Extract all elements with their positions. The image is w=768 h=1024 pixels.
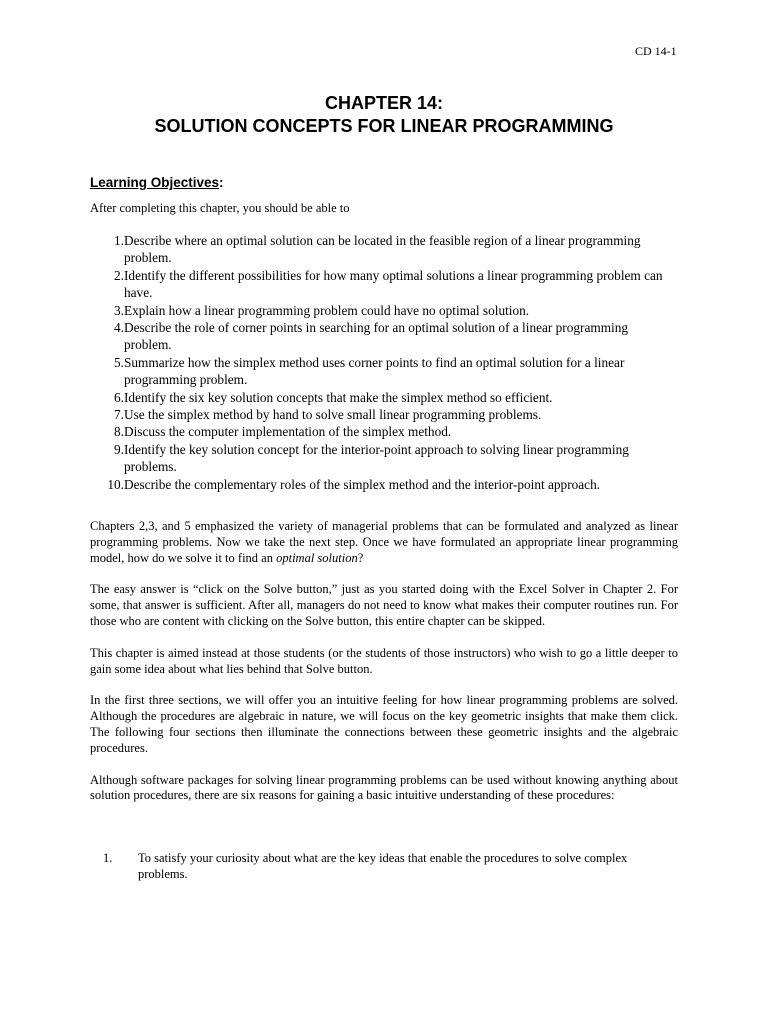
objective-number: 7. (114, 407, 124, 423)
body-text (90, 519, 678, 820)
list-item (78, 354, 678, 389)
objective-text: Describe the role of corner points in searching for an optimal solution of a linear programming problem. (124, 320, 629, 353)
page-number: CD 14-1 (635, 44, 677, 58)
list-item (78, 423, 678, 440)
list-item (78, 319, 678, 354)
chapter-title-line2: SOLUTION CONCEPTS FOR LINEAR PROGRAMMING (154, 116, 614, 136)
learning-objectives-heading-colon: : (219, 175, 224, 190)
objective-number: 8. (114, 424, 124, 440)
paragraph-3: This chapter is aimed instead at those students (or the students of those instructors) who wish to go a little deeper to gain some idea about what lies behind that Solve button. (90, 645, 678, 676)
learning-objectives-heading-text: Learning Objectives (90, 175, 220, 190)
list-item (90, 851, 678, 883)
reason-text: To satisfy your curiosity about what are the key ideas that enable the procedures to solve complex problems. (138, 851, 628, 881)
objective-text: Discuss the computer implementation of the simplex method. (124, 424, 452, 440)
objective-text: Identify the key solution concept for the interior-point approach to solving linear programming problems. (124, 441, 629, 475)
learning-objectives-heading (90, 175, 224, 190)
objective-number: 3. (114, 302, 124, 318)
paragraph-5: Although software packages for solving linear programming problems can be used without knowing anything about solution procedures, there are six reasons for gaining a basic intuitive understanding of these procedures: (90, 772, 678, 803)
paragraph-4: In the first three sections, we will offer you an intuitive feeling for how linear programming problems are solved. Although the procedures are algebraic in nature, we will focus on the key geometric insights that make them click. The following four sections then illuminate the connections between these geometric insights and the algebraic procedures. (90, 693, 678, 755)
objective-number: 5. (114, 354, 124, 370)
objective-text: Explain how a linear programming problem could have no optimal solution. (124, 302, 530, 318)
objective-text: Use the simplex method by hand to solve small linear programming problems. (124, 407, 542, 423)
list-item (78, 476, 678, 493)
learning-objectives-list (78, 232, 678, 493)
objective-number: 1. (114, 233, 124, 248)
list-item (78, 302, 678, 319)
list-item (78, 441, 678, 476)
objective-number: 4. (114, 320, 124, 336)
objective-number: 10. (107, 476, 124, 492)
list-item (78, 389, 678, 406)
objective-number: 2. (114, 267, 124, 283)
objectives-intro: After completing this chapter, you should be able to (90, 201, 350, 215)
paragraph-2: The easy answer is “click on the Solve button,” just as you started doing with the Excel Solver in Chapter 2. For some, that answer is sufficient. After all, managers do not need to know what makes their computer routines run. For those who are content with clicking on the Solve button, this entire chapter can be skipped. (90, 582, 678, 628)
objective-text: Describe where an optimal solution can be located in the feasible region of a linear programming problem. (124, 233, 641, 266)
reason-number: 1. (103, 851, 113, 865)
list-item (78, 406, 678, 423)
chapter-title-line1: CHAPTER 14: (324, 93, 444, 113)
objective-number: 6. (114, 389, 124, 405)
list-item (78, 232, 678, 267)
chapter-title (0, 92, 768, 138)
optimal-solution-term: optimal solution (276, 550, 358, 565)
objective-text: Identify the different possibilities for how many optimal solutions a linear programming problem can have. (124, 267, 663, 301)
objective-text: Describe the complementary roles of the simplex method and the interior-point approach. (124, 476, 601, 492)
paragraph-1: Chapters 2,3, and 5 emphasized the variety of managerial problems that can be formulated and analyzed as linear programming problems. Now we take the next step. Once we have formulated an appropriate linear programming model, how do we solve it to find an optimal solution? (90, 519, 678, 565)
list-item (78, 267, 678, 302)
objective-text: Summarize how the simplex method uses corner points to find an optimal solution for a linear programming problem. (124, 354, 625, 388)
objective-number: 9. (114, 441, 124, 457)
reasons-list (90, 851, 678, 883)
objective-text: Identify the six key solution concepts that make the simplex method so efficient. (124, 389, 553, 405)
